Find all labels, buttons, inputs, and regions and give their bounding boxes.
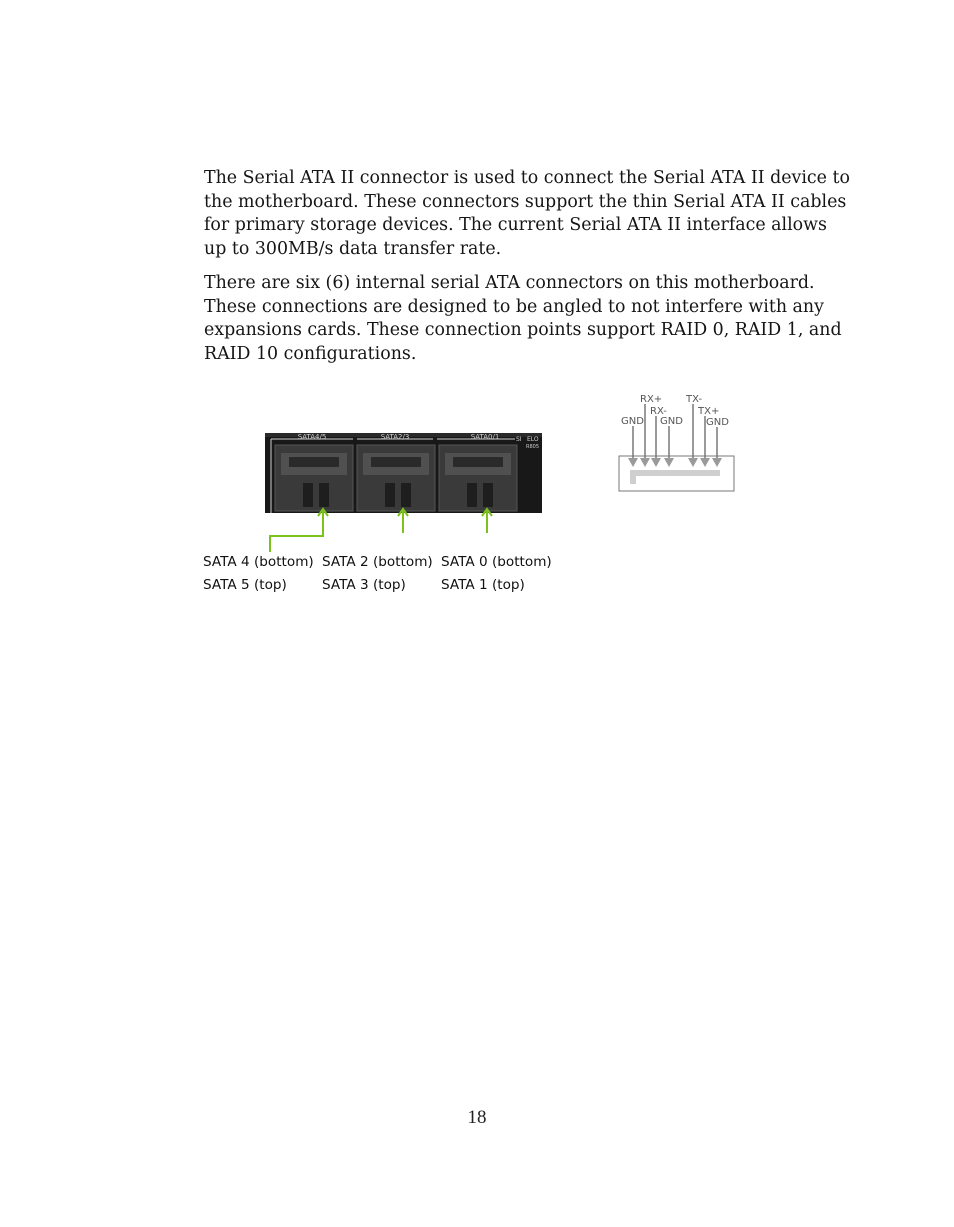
- sata-port-23: [357, 445, 435, 511]
- sata-connectors-photo: [265, 433, 542, 513]
- label-sata1-top: SATA 1 (top): [441, 577, 525, 593]
- board-mark-r805: R805: [526, 444, 540, 450]
- pin-label-tx-minus: TX-: [686, 394, 703, 405]
- arrow-sata23: [398, 509, 408, 533]
- pin-label-tx-plus: TX+: [698, 406, 720, 417]
- board-mark-elo: ELO: [527, 436, 539, 443]
- board-mark-si: SI: [516, 436, 522, 443]
- label-sata3-top: SATA 3 (top): [322, 577, 406, 593]
- arrow-sata45: [270, 509, 328, 552]
- callout-arrows: [265, 505, 545, 555]
- arrow-sata01: [482, 509, 492, 533]
- silkscreen-sata45: SATA4/5: [297, 433, 327, 441]
- sata-port-01: [439, 445, 517, 511]
- intro-paragraph: The Serial ATA II connector is used to connect the Serial ATA II device to the motherboard. These connectors support the thin Serial ATA II cables for primary storage devices. The current Serial ATA II interface allows up to 300MB/s data transfer rate.: [204, 168, 850, 259]
- silkscreen-sata01: SATA0/1: [470, 433, 500, 441]
- connector-count-paragraph: There are six (6) internal serial ATA connectors on this motherboard. These connections are designed to be angled to not interfere with any expansions cards. These connection points support RAID 0, RAID 1, and RAID 10 configurations.: [204, 273, 842, 364]
- pin-label-gnd-1: GND: [621, 416, 644, 427]
- pin-label-rx-minus: RX-: [650, 406, 667, 417]
- label-sata2-bottom: SATA 2 (bottom): [322, 554, 433, 570]
- sata-port-45: [275, 445, 353, 511]
- page-number: 18: [467, 1107, 487, 1128]
- pin-label-gnd-3: GND: [706, 417, 729, 428]
- pin-label-gnd-2: GND: [660, 416, 683, 427]
- sata-pinout-diagram: [612, 392, 742, 496]
- connector-key: [630, 470, 720, 484]
- silkscreen-sata23: SATA2/3: [380, 433, 410, 441]
- label-sata5-top: SATA 5 (top): [203, 577, 287, 593]
- label-sata4-bottom: SATA 4 (bottom): [203, 554, 314, 570]
- pin-label-rx-plus: RX+: [640, 394, 663, 405]
- label-sata0-bottom: SATA 0 (bottom): [441, 554, 552, 570]
